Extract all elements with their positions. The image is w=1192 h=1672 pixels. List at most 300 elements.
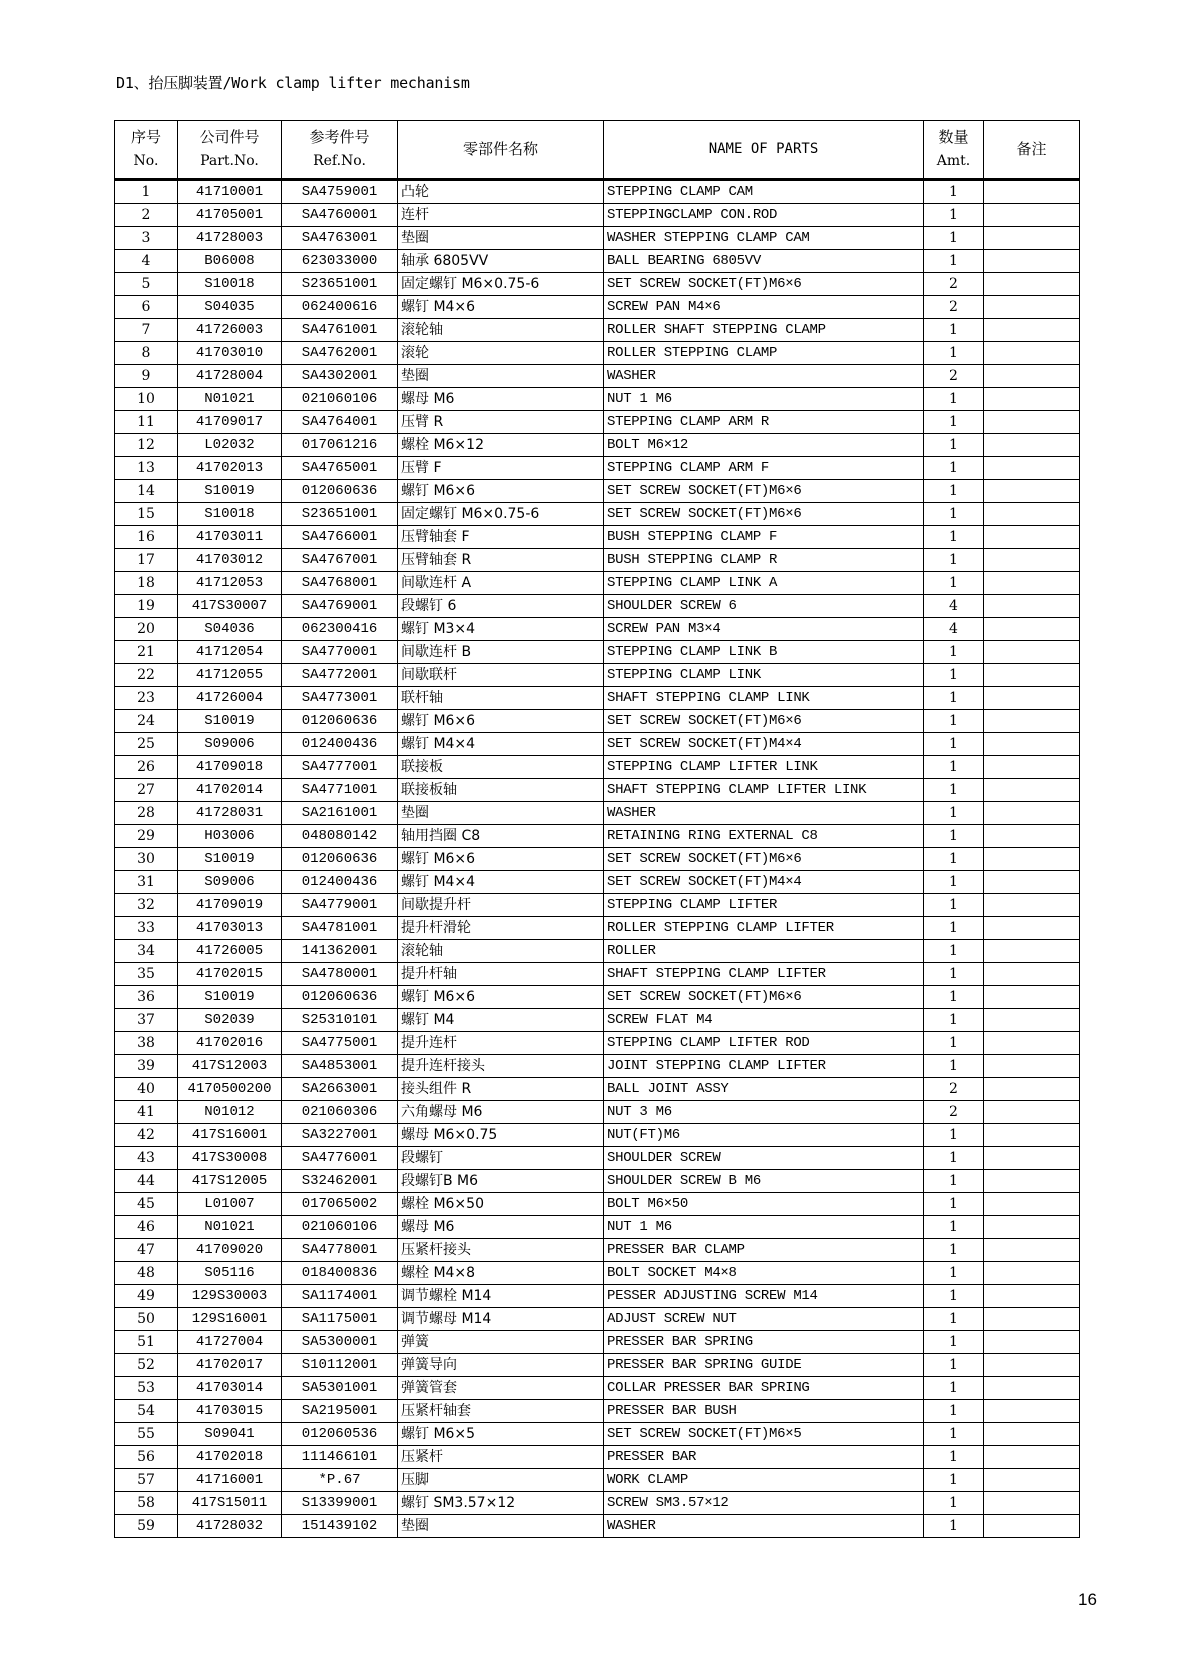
cell-part-no: B06008	[178, 250, 282, 273]
cell-remark	[984, 457, 1080, 480]
cell-part-no: 417S30007	[178, 595, 282, 618]
cell-part-no: 129S30003	[178, 1285, 282, 1308]
cell-remark	[984, 296, 1080, 319]
cell-no: 8	[115, 342, 178, 365]
header-amt: 数量 Amt.	[924, 121, 984, 180]
cell-remark	[984, 664, 1080, 687]
cell-remark	[984, 434, 1080, 457]
cell-no: 19	[115, 595, 178, 618]
cell-name-cn: 螺栓 M4×8	[398, 1262, 604, 1285]
cell-amt: 1	[924, 1308, 984, 1331]
cell-ref-no: 012060636	[282, 480, 398, 503]
cell-no: 2	[115, 204, 178, 227]
cell-name-en: SHAFT STEPPING CLAMP LIFTER LINK	[604, 779, 924, 802]
cell-ref-no: 151439102	[282, 1515, 398, 1538]
cell-name-cn: 联接板	[398, 756, 604, 779]
cell-part-no: 417S16001	[178, 1124, 282, 1147]
cell-name-cn: 螺钉 M6×6	[398, 986, 604, 1009]
cell-ref-no: SA4780001	[282, 963, 398, 986]
cell-name-en: SET SCREW SOCKET(FT)M4×4	[604, 871, 924, 894]
cell-name-cn: 螺钉 M6×5	[398, 1423, 604, 1446]
cell-ref-no: 018400836	[282, 1262, 398, 1285]
cell-no: 22	[115, 664, 178, 687]
table-row	[115, 411, 1080, 434]
cell-no: 53	[115, 1377, 178, 1400]
cell-name-en: PESSER ADJUSTING SCREW M14	[604, 1285, 924, 1308]
cell-name-en: SHAFT STEPPING CLAMP LIFTER	[604, 963, 924, 986]
cell-part-no: 41726005	[178, 940, 282, 963]
cell-name-cn: 螺母 M6	[398, 1216, 604, 1239]
cell-remark	[984, 1515, 1080, 1538]
cell-part-no: N01021	[178, 1216, 282, 1239]
cell-part-no: 41728004	[178, 365, 282, 388]
cell-no: 30	[115, 848, 178, 871]
cell-ref-no: 048080142	[282, 825, 398, 848]
cell-no: 23	[115, 687, 178, 710]
cell-amt: 1	[924, 1193, 984, 1216]
table-row	[115, 296, 1080, 319]
table-row	[115, 825, 1080, 848]
cell-amt: 1	[924, 572, 984, 595]
cell-amt: 2	[924, 296, 984, 319]
cell-name-cn: 压臂 R	[398, 411, 604, 434]
cell-amt: 1	[924, 848, 984, 871]
table-row	[115, 779, 1080, 802]
cell-ref-no: SA4778001	[282, 1239, 398, 1262]
cell-remark	[984, 1009, 1080, 1032]
cell-name-en: BUSH STEPPING CLAMP R	[604, 549, 924, 572]
cell-name-cn: 调节螺母 M14	[398, 1308, 604, 1331]
cell-no: 59	[115, 1515, 178, 1538]
cell-no: 57	[115, 1469, 178, 1492]
table-row	[115, 664, 1080, 687]
cell-remark	[984, 1239, 1080, 1262]
cell-name-en: SHAFT STEPPING CLAMP LINK	[604, 687, 924, 710]
cell-remark	[984, 940, 1080, 963]
cell-amt: 2	[924, 1078, 984, 1101]
cell-remark	[984, 1285, 1080, 1308]
cell-no: 39	[115, 1055, 178, 1078]
cell-no: 32	[115, 894, 178, 917]
cell-name-en: STEPPING CLAMP LINK B	[604, 641, 924, 664]
cell-name-en: BOLT M6×12	[604, 434, 924, 457]
cell-name-en: COLLAR PRESSER BAR SPRING	[604, 1377, 924, 1400]
table-row	[115, 940, 1080, 963]
cell-name-cn: 弹簧管套	[398, 1377, 604, 1400]
cell-remark	[984, 1492, 1080, 1515]
cell-no: 26	[115, 756, 178, 779]
cell-part-no: S10019	[178, 480, 282, 503]
cell-ref-no: 062300416	[282, 618, 398, 641]
table-row	[115, 1423, 1080, 1446]
cell-amt: 1	[924, 1469, 984, 1492]
cell-remark	[984, 365, 1080, 388]
table-row	[115, 1308, 1080, 1331]
cell-name-en: STEPPING CLAMP ARM R	[604, 411, 924, 434]
cell-remark	[984, 411, 1080, 434]
table-row	[115, 1239, 1080, 1262]
cell-part-no: 41709020	[178, 1239, 282, 1262]
cell-part-no: 41703013	[178, 917, 282, 940]
page-title: D1、抬压脚装置/Work clamp lifter mechanism	[116, 74, 470, 92]
cell-remark	[984, 388, 1080, 411]
cell-remark	[984, 180, 1080, 204]
cell-name-cn: 螺钉 M4×4	[398, 733, 604, 756]
cell-remark	[984, 1216, 1080, 1239]
cell-ref-no: SA4776001	[282, 1147, 398, 1170]
cell-amt: 1	[924, 917, 984, 940]
cell-name-en: WORK CLAMP	[604, 1469, 924, 1492]
cell-name-en: STEPPING CLAMP ARM F	[604, 457, 924, 480]
cell-no: 21	[115, 641, 178, 664]
cell-ref-no: 021060306	[282, 1101, 398, 1124]
cell-part-no: H03006	[178, 825, 282, 848]
cell-no: 44	[115, 1170, 178, 1193]
table-header-row	[115, 121, 1080, 180]
cell-part-no: S10019	[178, 986, 282, 1009]
cell-no: 11	[115, 411, 178, 434]
cell-part-no: S05116	[178, 1262, 282, 1285]
table-row	[115, 434, 1080, 457]
cell-part-no: S04035	[178, 296, 282, 319]
cell-no: 43	[115, 1147, 178, 1170]
cell-name-en: SET SCREW SOCKET(FT)M6×6	[604, 480, 924, 503]
cell-amt: 2	[924, 273, 984, 296]
cell-name-en: PRESSER BAR BUSH	[604, 1400, 924, 1423]
table-row	[115, 1262, 1080, 1285]
cell-remark	[984, 848, 1080, 871]
cell-name-en: WASHER	[604, 802, 924, 825]
cell-name-en: WASHER	[604, 1515, 924, 1538]
cell-ref-no: S23651001	[282, 273, 398, 296]
cell-name-en: STEPPING CLAMP LIFTER	[604, 894, 924, 917]
cell-remark	[984, 1377, 1080, 1400]
cell-amt: 1	[924, 1377, 984, 1400]
cell-name-en: SET SCREW SOCKET(FT)M6×6	[604, 273, 924, 296]
cell-amt: 1	[924, 1446, 984, 1469]
cell-name-en: WASHER STEPPING CLAMP CAM	[604, 227, 924, 250]
cell-amt: 1	[924, 227, 984, 250]
cell-no: 9	[115, 365, 178, 388]
cell-amt: 1	[924, 342, 984, 365]
cell-amt: 1	[924, 1124, 984, 1147]
cell-name-cn: 螺钉 M4×6	[398, 296, 604, 319]
table-row	[115, 388, 1080, 411]
cell-no: 56	[115, 1446, 178, 1469]
table-row	[115, 1101, 1080, 1124]
cell-ref-no: SA4759001	[282, 180, 398, 204]
cell-remark	[984, 1446, 1080, 1469]
cell-name-cn: 滚轮轴	[398, 319, 604, 342]
cell-amt: 1	[924, 963, 984, 986]
cell-part-no: 41702014	[178, 779, 282, 802]
cell-name-en: NUT(FT)M6	[604, 1124, 924, 1147]
cell-amt: 1	[924, 549, 984, 572]
cell-amt: 1	[924, 434, 984, 457]
cell-ref-no: SA1175001	[282, 1308, 398, 1331]
cell-ref-no: SA4302001	[282, 365, 398, 388]
cell-name-cn: 固定螺钉 M6×0.75-6	[398, 273, 604, 296]
cell-no: 13	[115, 457, 178, 480]
table-row	[115, 756, 1080, 779]
cell-name-en: WASHER	[604, 365, 924, 388]
table-row	[115, 963, 1080, 986]
cell-ref-no: SA4769001	[282, 595, 398, 618]
cell-remark	[984, 273, 1080, 296]
cell-ref-no: 017065002	[282, 1193, 398, 1216]
cell-name-en: SET SCREW SOCKET(FT)M4×4	[604, 733, 924, 756]
cell-name-cn: 垫圈	[398, 365, 604, 388]
cell-name-cn: 垫圈	[398, 227, 604, 250]
cell-amt: 4	[924, 595, 984, 618]
cell-name-cn: 联接板轴	[398, 779, 604, 802]
cell-name-cn: 螺母 M6	[398, 388, 604, 411]
cell-no: 25	[115, 733, 178, 756]
cell-remark	[984, 1331, 1080, 1354]
cell-no: 52	[115, 1354, 178, 1377]
cell-part-no: S09041	[178, 1423, 282, 1446]
cell-amt: 2	[924, 365, 984, 388]
cell-ref-no: 111466101	[282, 1446, 398, 1469]
cell-name-cn: 压臂 F	[398, 457, 604, 480]
cell-name-en: PRESSER BAR CLAMP	[604, 1239, 924, 1262]
cell-amt: 1	[924, 940, 984, 963]
cell-name-cn: 轴承 6805VV	[398, 250, 604, 273]
table-row	[115, 802, 1080, 825]
cell-amt: 1	[924, 1216, 984, 1239]
cell-part-no: 41712054	[178, 641, 282, 664]
cell-no: 38	[115, 1032, 178, 1055]
cell-ref-no: SA2161001	[282, 802, 398, 825]
cell-name-en: SET SCREW SOCKET(FT)M6×6	[604, 710, 924, 733]
cell-amt: 1	[924, 526, 984, 549]
cell-remark	[984, 1170, 1080, 1193]
cell-remark	[984, 1124, 1080, 1147]
cell-name-cn: 螺钉 M6×6	[398, 480, 604, 503]
cell-name-cn: 压脚	[398, 1469, 604, 1492]
cell-part-no: 41728032	[178, 1515, 282, 1538]
cell-name-cn: 轴用挡圈 C8	[398, 825, 604, 848]
cell-part-no: 41703012	[178, 549, 282, 572]
cell-amt: 1	[924, 319, 984, 342]
cell-amt: 4	[924, 618, 984, 641]
cell-name-cn: 接头组件 R	[398, 1078, 604, 1101]
cell-ref-no: SA4764001	[282, 411, 398, 434]
cell-part-no: S10019	[178, 710, 282, 733]
cell-no: 27	[115, 779, 178, 802]
cell-remark	[984, 1262, 1080, 1285]
cell-ref-no: S25310101	[282, 1009, 398, 1032]
cell-ref-no: 141362001	[282, 940, 398, 963]
cell-no: 51	[115, 1331, 178, 1354]
cell-amt: 1	[924, 411, 984, 434]
cell-part-no: N01021	[178, 388, 282, 411]
table-row	[115, 1078, 1080, 1101]
table-row	[115, 1354, 1080, 1377]
cell-no: 29	[115, 825, 178, 848]
cell-no: 34	[115, 940, 178, 963]
cell-name-cn: 段螺钉 6	[398, 595, 604, 618]
cell-name-en: BALL BEARING 6805VV	[604, 250, 924, 273]
cell-name-en: ROLLER	[604, 940, 924, 963]
cell-amt: 1	[924, 733, 984, 756]
cell-part-no: S04036	[178, 618, 282, 641]
cell-remark	[984, 1469, 1080, 1492]
cell-no: 41	[115, 1101, 178, 1124]
cell-name-en: PRESSER BAR SPRING	[604, 1331, 924, 1354]
cell-name-en: STEPPING CLAMP CAM	[604, 180, 924, 204]
cell-part-no: L02032	[178, 434, 282, 457]
cell-ref-no: S23651001	[282, 503, 398, 526]
cell-name-en: SET SCREW SOCKET(FT)M6×5	[604, 1423, 924, 1446]
table-row	[115, 1469, 1080, 1492]
cell-part-no: 41702013	[178, 457, 282, 480]
cell-name-cn: 压紧杆	[398, 1446, 604, 1469]
cell-name-cn: 螺钉 SM3.57×12	[398, 1492, 604, 1515]
cell-remark	[984, 894, 1080, 917]
cell-no: 15	[115, 503, 178, 526]
cell-amt: 1	[924, 1170, 984, 1193]
cell-ref-no: *P.67	[282, 1469, 398, 1492]
cell-part-no: 41703014	[178, 1377, 282, 1400]
cell-name-en: NUT 3 M6	[604, 1101, 924, 1124]
cell-amt: 1	[924, 1331, 984, 1354]
cell-part-no: 41727004	[178, 1331, 282, 1354]
cell-name-en: ROLLER STEPPING CLAMP	[604, 342, 924, 365]
header-name-en: NAME OF PARTS	[604, 121, 924, 180]
cell-part-no: 41726004	[178, 687, 282, 710]
cell-remark	[984, 503, 1080, 526]
cell-name-cn: 弹簧导向	[398, 1354, 604, 1377]
cell-amt: 1	[924, 503, 984, 526]
cell-name-cn: 提升杆滑轮	[398, 917, 604, 940]
cell-no: 3	[115, 227, 178, 250]
cell-part-no: 41712055	[178, 664, 282, 687]
cell-name-cn: 螺钉 M4×4	[398, 871, 604, 894]
cell-part-no: 41709017	[178, 411, 282, 434]
cell-amt: 1	[924, 1055, 984, 1078]
cell-remark	[984, 1055, 1080, 1078]
cell-part-no: 41712053	[178, 572, 282, 595]
cell-name-cn: 螺栓 M6×12	[398, 434, 604, 457]
cell-amt: 1	[924, 1515, 984, 1538]
cell-remark	[984, 1147, 1080, 1170]
table-row	[115, 710, 1080, 733]
cell-name-cn: 压臂轴套 R	[398, 549, 604, 572]
cell-name-en: STEPPING CLAMP LINK	[604, 664, 924, 687]
cell-ref-no: SA4775001	[282, 1032, 398, 1055]
cell-amt: 1	[924, 1400, 984, 1423]
cell-ref-no: SA4762001	[282, 342, 398, 365]
cell-ref-no: SA4853001	[282, 1055, 398, 1078]
cell-part-no: 41703010	[178, 342, 282, 365]
cell-name-cn: 间歇提升杆	[398, 894, 604, 917]
cell-remark	[984, 1078, 1080, 1101]
cell-no: 7	[115, 319, 178, 342]
cell-no: 50	[115, 1308, 178, 1331]
cell-part-no: 41702015	[178, 963, 282, 986]
table-row	[115, 1377, 1080, 1400]
table-row	[115, 1124, 1080, 1147]
cell-remark	[984, 1193, 1080, 1216]
cell-name-cn: 滚轮	[398, 342, 604, 365]
cell-amt: 1	[924, 894, 984, 917]
cell-remark	[984, 710, 1080, 733]
cell-no: 49	[115, 1285, 178, 1308]
cell-part-no: S10018	[178, 273, 282, 296]
table-row	[115, 319, 1080, 342]
cell-name-en: SHOULDER SCREW 6	[604, 595, 924, 618]
cell-ref-no: SA4765001	[282, 457, 398, 480]
cell-ref-no: 062400616	[282, 296, 398, 319]
cell-part-no: 41702017	[178, 1354, 282, 1377]
cell-name-cn: 压臂轴套 F	[398, 526, 604, 549]
table-row	[115, 549, 1080, 572]
cell-name-cn: 弹簧	[398, 1331, 604, 1354]
cell-no: 17	[115, 549, 178, 572]
cell-name-cn: 螺钉 M4	[398, 1009, 604, 1032]
cell-part-no: 417S30008	[178, 1147, 282, 1170]
cell-remark	[984, 641, 1080, 664]
table-row	[115, 1400, 1080, 1423]
cell-amt: 1	[924, 1009, 984, 1032]
table-row	[115, 1216, 1080, 1239]
cell-part-no: 41703015	[178, 1400, 282, 1423]
cell-amt: 1	[924, 1354, 984, 1377]
cell-no: 24	[115, 710, 178, 733]
cell-amt: 1	[924, 687, 984, 710]
cell-name-en: SCREW SM3.57×12	[604, 1492, 924, 1515]
cell-name-cn: 螺钉 M3×4	[398, 618, 604, 641]
cell-name-en: RETAINING RING EXTERNAL C8	[604, 825, 924, 848]
cell-name-en: SCREW FLAT M4	[604, 1009, 924, 1032]
cell-name-en: SHOULDER SCREW	[604, 1147, 924, 1170]
cell-remark	[984, 572, 1080, 595]
cell-amt: 1	[924, 1492, 984, 1515]
cell-ref-no: SA4781001	[282, 917, 398, 940]
cell-amt: 1	[924, 986, 984, 1009]
table-row	[115, 180, 1080, 204]
table-row	[115, 1032, 1080, 1055]
cell-ref-no: S32462001	[282, 1170, 398, 1193]
cell-part-no: S09006	[178, 733, 282, 756]
table-row	[115, 595, 1080, 618]
cell-ref-no: 012400436	[282, 871, 398, 894]
cell-no: 6	[115, 296, 178, 319]
cell-name-en: STEPPING CLAMP LIFTER LINK	[604, 756, 924, 779]
parts-body	[115, 180, 1080, 1538]
cell-name-cn: 凸轮	[398, 180, 604, 204]
cell-part-no: 417S12003	[178, 1055, 282, 1078]
cell-ref-no: 012060636	[282, 986, 398, 1009]
table-row	[115, 342, 1080, 365]
cell-name-cn: 提升连杆	[398, 1032, 604, 1055]
cell-ref-no: 012060636	[282, 848, 398, 871]
cell-name-en: BALL JOINT ASSY	[604, 1078, 924, 1101]
cell-amt: 1	[924, 779, 984, 802]
cell-amt: 1	[924, 388, 984, 411]
cell-no: 12	[115, 434, 178, 457]
cell-part-no: 41716001	[178, 1469, 282, 1492]
cell-no: 33	[115, 917, 178, 940]
cell-name-cn: 调节螺栓 M14	[398, 1285, 604, 1308]
cell-no: 4	[115, 250, 178, 273]
cell-no: 40	[115, 1078, 178, 1101]
cell-no: 31	[115, 871, 178, 894]
cell-remark	[984, 802, 1080, 825]
parts-table	[114, 120, 1080, 1538]
cell-amt: 1	[924, 1147, 984, 1170]
